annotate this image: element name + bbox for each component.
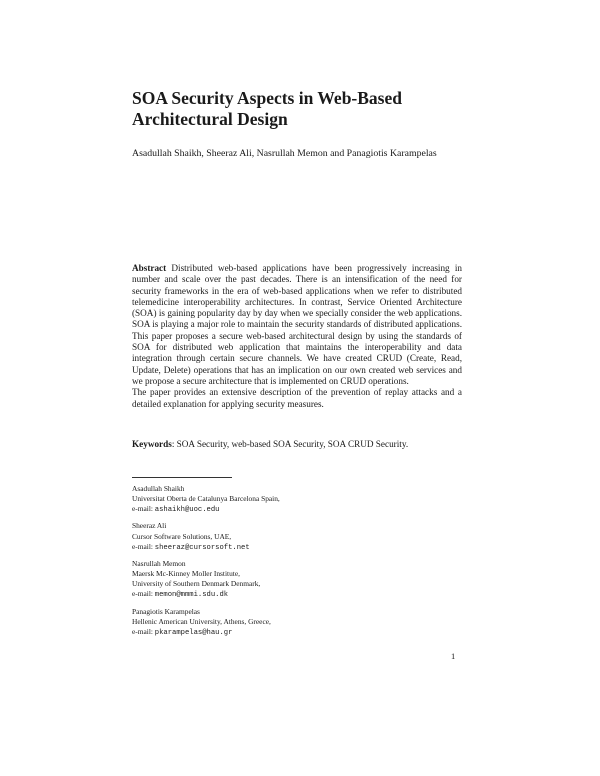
email-label: e-mail: xyxy=(132,589,153,599)
email-address[interactable]: memon@mmmi.sdu.dk xyxy=(154,591,229,600)
footnote-author-4 xyxy=(132,607,462,638)
footnote-affiliation: University of Southern Denmark Denmark, xyxy=(132,579,261,589)
page-number: 1 xyxy=(451,651,456,661)
email-label: e-mail: xyxy=(132,626,153,636)
abstract xyxy=(132,263,462,410)
footnote-affiliation: Hellenic American University, Athens, Greece, xyxy=(132,616,271,626)
author-footnotes xyxy=(132,484,462,644)
email-address[interactable]: sheeraz@cursorsoft.net xyxy=(154,543,250,552)
abstract-text: Distributed web-based applications have been progressively increasing in number and scale over the past decades. There is an intensification of the need for security frameworks in the era of web-based applications when we refer to distributed telemedicine interoperability architectures. In contrast, Service Oriented Architecture (SOA) is gaining popularity day by day when we specially consider the web applications. SOA is playing a major role to maintain the security standards of distributed applications. This paper proposes a secure web-based architectural design by using the standards of SOA for distributed web application that maintains the interoperability and data integration through certain secure channels. We have created CRUD (Create, Read, Update, Delete) operations that has an implication on our own created web services and we propose a secure architecture that is implemented on CRUD operations. xyxy=(132,263,463,386)
footnote-author-1 xyxy=(132,484,462,515)
footnote-name: Nasrullah Memon xyxy=(132,558,186,568)
email-address[interactable]: pkarampelas@hau.gr xyxy=(154,628,233,637)
email-label: e-mail: xyxy=(132,541,153,551)
footnote-email-line xyxy=(132,542,462,553)
footnote-email-line xyxy=(132,589,462,600)
footnote-name: Sheeraz Ali xyxy=(132,521,167,531)
footnote-email-line xyxy=(132,504,462,515)
keywords-text: : SOA Security, web-based SOA Security, SOA CRUD Security. xyxy=(171,439,409,449)
footnote-affiliation: Universitat Oberta de Catalunya Barcelona Spain, xyxy=(132,494,280,504)
keywords xyxy=(132,439,462,450)
paper-title xyxy=(132,88,472,130)
title-line-2: Architectural Design xyxy=(132,109,288,129)
footnote-author-2 xyxy=(132,521,462,552)
footnote-name: Asadullah Shaikh xyxy=(132,484,185,493)
keywords-label: Keywords xyxy=(132,439,172,449)
title-line-1: SOA Security Aspects in Web-Based xyxy=(132,88,402,108)
abstract-paragraph-1 xyxy=(132,263,462,387)
footnote-email-line xyxy=(132,627,462,638)
footnote-author-3 xyxy=(132,559,462,600)
abstract-paragraph-2: The paper provides an extensive description of the prevention of replay attacks and a detailed explanation for applying security measures. xyxy=(132,387,462,409)
author-list: Asadullah Shaikh, Sheeraz Ali, Nasrullah Memon and Panagiotis Karampelas xyxy=(132,148,437,159)
email-address[interactable]: ashaikh@uoc.edu xyxy=(154,506,220,515)
footnote-affiliation: Cursor Software Solutions, UAE, xyxy=(132,531,232,541)
abstract-label: Abstract xyxy=(132,263,167,273)
footnote-affiliation: Maersk Mc-Kinney Moller Institute, xyxy=(132,569,240,579)
footnote-name: Panagiotis Karampelas xyxy=(132,606,200,616)
email-label: e-mail: xyxy=(132,504,153,514)
footnote-divider xyxy=(132,477,232,478)
